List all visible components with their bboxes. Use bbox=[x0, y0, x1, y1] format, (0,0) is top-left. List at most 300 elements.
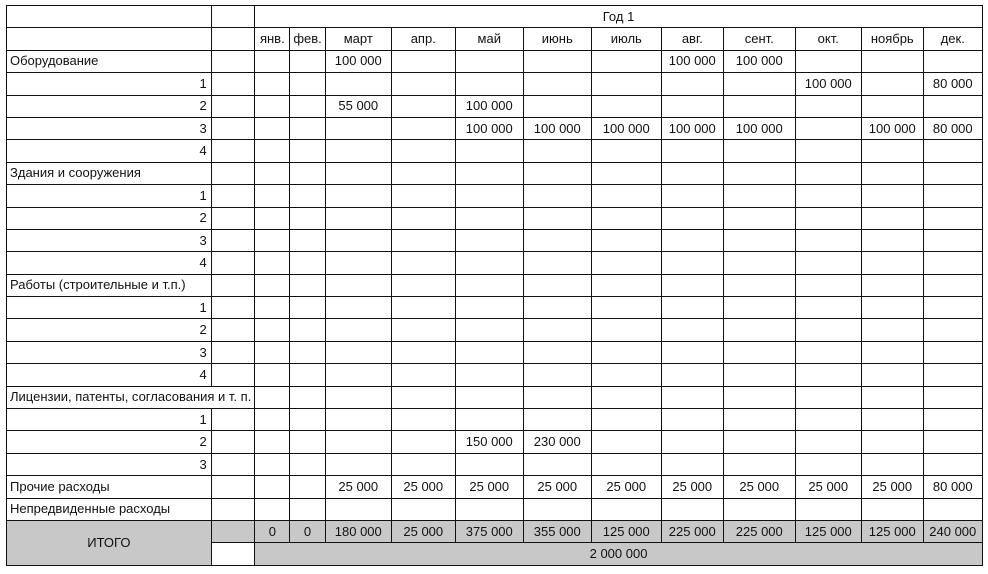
month-value-cell bbox=[523, 297, 591, 319]
month-value-cell bbox=[661, 431, 723, 453]
budget-sheet bbox=[6, 5, 983, 566]
month-value-cell bbox=[861, 341, 923, 363]
month-value-cell bbox=[591, 364, 661, 386]
month-value-cell bbox=[795, 50, 861, 72]
month-value-cell bbox=[723, 252, 795, 274]
month-value-cell: 100 000 bbox=[861, 117, 923, 139]
month-value-cell: 100 000 bbox=[795, 73, 861, 95]
spacer-cell bbox=[211, 476, 255, 498]
spacer-cell bbox=[211, 140, 255, 162]
month-value-cell bbox=[391, 386, 455, 408]
month-value-cell bbox=[523, 341, 591, 363]
month-value-cell bbox=[325, 185, 391, 207]
month-value-cell: 100 000 bbox=[455, 95, 523, 117]
totals-label: ИТОГО bbox=[7, 520, 212, 565]
month-value-cell bbox=[325, 319, 391, 341]
month-value-cell bbox=[591, 140, 661, 162]
month-value-cell bbox=[391, 453, 455, 475]
item-row bbox=[7, 297, 983, 319]
category-label: Здания и сооружения bbox=[7, 162, 212, 184]
item-number: 2 bbox=[7, 319, 212, 341]
total-value-cell: 125 000 bbox=[861, 520, 923, 542]
month-value-cell bbox=[255, 476, 290, 498]
spacer-cell bbox=[211, 162, 255, 184]
month-value-cell bbox=[255, 386, 290, 408]
corner-cell bbox=[7, 28, 212, 50]
spacer-cell bbox=[211, 319, 255, 341]
month-value-cell bbox=[255, 95, 290, 117]
month-value-cell: 100 000 bbox=[455, 117, 523, 139]
totals-row bbox=[7, 520, 983, 542]
month-value-cell bbox=[795, 341, 861, 363]
month-value-cell bbox=[861, 207, 923, 229]
month-value-cell bbox=[861, 319, 923, 341]
month-value-cell bbox=[391, 162, 455, 184]
month-value-cell bbox=[591, 73, 661, 95]
month-value-cell bbox=[795, 319, 861, 341]
month-value-cell: 25 000 bbox=[455, 476, 523, 498]
capex-schedule-table bbox=[6, 5, 983, 566]
month-value-cell bbox=[923, 297, 982, 319]
category-label: Оборудование bbox=[7, 50, 212, 72]
month-value-cell bbox=[523, 140, 591, 162]
month-value-cell bbox=[255, 73, 290, 95]
total-value-cell: 225 000 bbox=[661, 520, 723, 542]
item-row bbox=[7, 73, 983, 95]
month-value-cell bbox=[861, 73, 923, 95]
month-value-cell bbox=[923, 50, 982, 72]
month-value-cell: 25 000 bbox=[325, 476, 391, 498]
month-value-cell bbox=[255, 431, 290, 453]
month-value-cell bbox=[391, 498, 455, 520]
month-value-cell bbox=[923, 140, 982, 162]
item-number: 3 bbox=[7, 229, 212, 251]
month-value-cell bbox=[591, 409, 661, 431]
category-row bbox=[7, 162, 983, 184]
month-header: авг. bbox=[661, 28, 723, 50]
grand-total-spacer bbox=[211, 543, 255, 565]
item-number: 1 bbox=[7, 409, 212, 431]
item-number: 2 bbox=[7, 431, 212, 453]
item-row bbox=[7, 117, 983, 139]
month-value-cell bbox=[523, 274, 591, 296]
month-value-cell bbox=[290, 386, 325, 408]
month-value-cell bbox=[290, 274, 325, 296]
month-value-cell bbox=[723, 185, 795, 207]
month-value-cell bbox=[795, 409, 861, 431]
month-value-cell bbox=[661, 185, 723, 207]
month-value-cell bbox=[861, 364, 923, 386]
month-value-cell bbox=[391, 252, 455, 274]
month-value-cell bbox=[591, 95, 661, 117]
month-value-cell bbox=[661, 453, 723, 475]
month-value-cell bbox=[290, 229, 325, 251]
corner-cell bbox=[7, 6, 212, 28]
month-value-cell: 80 000 bbox=[923, 117, 982, 139]
month-value-cell bbox=[391, 185, 455, 207]
month-value-cell bbox=[290, 117, 325, 139]
category-row bbox=[7, 476, 983, 498]
month-value-cell bbox=[290, 409, 325, 431]
month-value-cell: 100 000 bbox=[661, 117, 723, 139]
month-value-cell bbox=[325, 409, 391, 431]
month-value-cell bbox=[795, 140, 861, 162]
month-value-cell: 100 000 bbox=[325, 50, 391, 72]
totals-spacer bbox=[211, 520, 255, 542]
month-value-cell bbox=[661, 386, 723, 408]
spacer-cell bbox=[211, 409, 255, 431]
month-value-cell bbox=[523, 73, 591, 95]
category-row bbox=[7, 498, 983, 520]
month-value-cell bbox=[591, 207, 661, 229]
month-value-cell bbox=[923, 364, 982, 386]
month-value-cell bbox=[523, 498, 591, 520]
month-value-cell: 25 000 bbox=[861, 476, 923, 498]
total-value-cell: 125 000 bbox=[795, 520, 861, 542]
month-value-cell bbox=[391, 274, 455, 296]
month-value-cell bbox=[523, 95, 591, 117]
month-value-cell bbox=[325, 274, 391, 296]
month-value-cell: 80 000 bbox=[923, 73, 982, 95]
month-value-cell bbox=[923, 431, 982, 453]
month-value-cell bbox=[455, 185, 523, 207]
month-value-cell bbox=[290, 95, 325, 117]
item-number: 2 bbox=[7, 207, 212, 229]
month-value-cell bbox=[661, 364, 723, 386]
total-value-cell: 375 000 bbox=[455, 520, 523, 542]
spacer-cell bbox=[211, 274, 255, 296]
month-value-cell bbox=[723, 162, 795, 184]
month-value-cell bbox=[795, 364, 861, 386]
month-value-cell bbox=[325, 431, 391, 453]
month-value-cell bbox=[661, 252, 723, 274]
month-value-cell bbox=[591, 50, 661, 72]
month-value-cell bbox=[325, 229, 391, 251]
month-value-cell bbox=[391, 117, 455, 139]
month-value-cell bbox=[861, 185, 923, 207]
month-value-cell bbox=[723, 95, 795, 117]
month-value-cell bbox=[923, 274, 982, 296]
month-value-cell bbox=[795, 185, 861, 207]
month-value-cell bbox=[255, 185, 290, 207]
item-number: 3 bbox=[7, 117, 212, 139]
month-value-cell bbox=[255, 229, 290, 251]
month-value-cell bbox=[661, 297, 723, 319]
spacer-cell bbox=[211, 297, 255, 319]
month-value-cell bbox=[325, 73, 391, 95]
month-value-cell bbox=[723, 341, 795, 363]
month-value-cell bbox=[795, 252, 861, 274]
year-label: Год 1 bbox=[255, 6, 982, 28]
item-number: 1 bbox=[7, 185, 212, 207]
month-value-cell bbox=[455, 341, 523, 363]
month-value-cell bbox=[723, 453, 795, 475]
month-value-cell bbox=[255, 252, 290, 274]
month-value-cell bbox=[523, 185, 591, 207]
month-value-cell bbox=[455, 162, 523, 184]
month-value-cell bbox=[861, 50, 923, 72]
month-value-cell bbox=[591, 386, 661, 408]
month-value-cell bbox=[723, 431, 795, 453]
month-header: июнь bbox=[523, 28, 591, 50]
month-value-cell bbox=[861, 409, 923, 431]
item-number: 3 bbox=[7, 341, 212, 363]
month-header: дек. bbox=[923, 28, 982, 50]
month-value-cell bbox=[455, 73, 523, 95]
month-value-cell bbox=[523, 409, 591, 431]
item-row bbox=[7, 364, 983, 386]
month-value-cell bbox=[723, 73, 795, 95]
month-value-cell bbox=[861, 140, 923, 162]
month-value-cell bbox=[455, 252, 523, 274]
month-header: ноябрь bbox=[861, 28, 923, 50]
month-value-cell bbox=[523, 207, 591, 229]
month-value-cell bbox=[795, 95, 861, 117]
month-value-cell bbox=[723, 274, 795, 296]
month-value-cell bbox=[255, 117, 290, 139]
month-value-cell bbox=[661, 409, 723, 431]
month-value-cell: 25 000 bbox=[661, 476, 723, 498]
month-header-row bbox=[7, 28, 983, 50]
month-value-cell bbox=[255, 274, 290, 296]
month-value-cell bbox=[325, 207, 391, 229]
corner-cell-2 bbox=[211, 28, 255, 50]
month-value-cell bbox=[325, 297, 391, 319]
month-value-cell bbox=[591, 297, 661, 319]
month-value-cell bbox=[723, 140, 795, 162]
month-value-cell: 25 000 bbox=[795, 476, 861, 498]
month-value-cell bbox=[523, 364, 591, 386]
month-value-cell bbox=[861, 498, 923, 520]
month-value-cell bbox=[723, 319, 795, 341]
month-value-cell bbox=[455, 453, 523, 475]
month-header: июль bbox=[591, 28, 661, 50]
month-value-cell bbox=[591, 252, 661, 274]
spacer-cell bbox=[211, 431, 255, 453]
month-value-cell bbox=[391, 95, 455, 117]
month-value-cell bbox=[255, 297, 290, 319]
month-value-cell bbox=[255, 453, 290, 475]
month-value-cell bbox=[290, 341, 325, 363]
month-value-cell bbox=[255, 341, 290, 363]
month-value-cell bbox=[290, 207, 325, 229]
month-value-cell bbox=[723, 229, 795, 251]
month-value-cell bbox=[290, 319, 325, 341]
total-value-cell: 180 000 bbox=[325, 520, 391, 542]
month-value-cell bbox=[455, 364, 523, 386]
month-value-cell bbox=[795, 117, 861, 139]
month-value-cell bbox=[325, 162, 391, 184]
item-number: 3 bbox=[7, 453, 212, 475]
month-value-cell bbox=[923, 498, 982, 520]
month-value-cell: 25 000 bbox=[523, 476, 591, 498]
spacer-cell bbox=[211, 117, 255, 139]
spacer-cell bbox=[211, 73, 255, 95]
spacer-cell bbox=[211, 341, 255, 363]
month-value-cell bbox=[290, 50, 325, 72]
spacer-cell bbox=[211, 364, 255, 386]
item-number: 1 bbox=[7, 73, 212, 95]
month-value-cell bbox=[455, 50, 523, 72]
month-value-cell bbox=[391, 140, 455, 162]
month-value-cell bbox=[391, 341, 455, 363]
month-value-cell bbox=[325, 117, 391, 139]
month-value-cell bbox=[923, 319, 982, 341]
item-number: 2 bbox=[7, 95, 212, 117]
month-value-cell bbox=[661, 341, 723, 363]
category-row bbox=[7, 274, 983, 296]
month-value-cell bbox=[391, 431, 455, 453]
month-value-cell bbox=[255, 319, 290, 341]
category-row bbox=[7, 50, 983, 72]
month-value-cell bbox=[591, 453, 661, 475]
total-value-cell: 0 bbox=[290, 520, 325, 542]
month-value-cell bbox=[591, 498, 661, 520]
month-value-cell bbox=[591, 185, 661, 207]
month-value-cell bbox=[391, 297, 455, 319]
spacer-cell bbox=[211, 252, 255, 274]
month-value-cell: 230 000 bbox=[523, 431, 591, 453]
month-value-cell: 150 000 bbox=[455, 431, 523, 453]
month-value-cell bbox=[325, 252, 391, 274]
month-value-cell bbox=[455, 386, 523, 408]
month-value-cell bbox=[255, 409, 290, 431]
item-row bbox=[7, 319, 983, 341]
spacer-cell bbox=[211, 50, 255, 72]
month-value-cell bbox=[523, 50, 591, 72]
month-value-cell bbox=[290, 453, 325, 475]
total-value-cell: 355 000 bbox=[523, 520, 591, 542]
month-value-cell bbox=[661, 229, 723, 251]
month-value-cell bbox=[455, 297, 523, 319]
month-value-cell bbox=[290, 297, 325, 319]
month-value-cell bbox=[391, 229, 455, 251]
month-value-cell bbox=[861, 453, 923, 475]
month-value-cell bbox=[795, 274, 861, 296]
month-value-cell bbox=[255, 50, 290, 72]
month-value-cell bbox=[861, 95, 923, 117]
month-value-cell bbox=[325, 453, 391, 475]
month-value-cell bbox=[290, 476, 325, 498]
month-value-cell bbox=[861, 252, 923, 274]
month-value-cell bbox=[661, 73, 723, 95]
month-value-cell bbox=[290, 185, 325, 207]
item-row bbox=[7, 431, 983, 453]
month-value-cell bbox=[661, 95, 723, 117]
total-value-cell: 0 bbox=[255, 520, 290, 542]
month-value-cell bbox=[523, 229, 591, 251]
year-header-row bbox=[7, 6, 983, 28]
spacer-cell bbox=[211, 207, 255, 229]
month-value-cell bbox=[661, 140, 723, 162]
month-value-cell: 100 000 bbox=[661, 50, 723, 72]
total-value-cell: 240 000 bbox=[923, 520, 982, 542]
item-row bbox=[7, 409, 983, 431]
category-label: Непредвиденные расходы bbox=[7, 498, 212, 520]
item-number: 4 bbox=[7, 364, 212, 386]
month-value-cell bbox=[455, 140, 523, 162]
item-number: 4 bbox=[7, 140, 212, 162]
month-value-cell bbox=[723, 409, 795, 431]
month-value-cell bbox=[591, 341, 661, 363]
month-value-cell bbox=[661, 498, 723, 520]
item-row bbox=[7, 229, 983, 251]
month-value-cell: 25 000 bbox=[591, 476, 661, 498]
month-value-cell bbox=[923, 252, 982, 274]
month-value-cell: 100 000 bbox=[723, 117, 795, 139]
category-label: Прочие расходы bbox=[7, 476, 212, 498]
spacer-cell bbox=[211, 229, 255, 251]
month-value-cell bbox=[391, 319, 455, 341]
month-value-cell bbox=[861, 274, 923, 296]
month-value-cell bbox=[661, 207, 723, 229]
month-value-cell: 80 000 bbox=[923, 476, 982, 498]
month-value-cell bbox=[591, 162, 661, 184]
month-value-cell bbox=[325, 341, 391, 363]
item-row bbox=[7, 341, 983, 363]
total-value-cell: 225 000 bbox=[723, 520, 795, 542]
month-value-cell bbox=[723, 207, 795, 229]
month-value-cell bbox=[455, 409, 523, 431]
month-value-cell bbox=[255, 498, 290, 520]
month-value-cell bbox=[455, 498, 523, 520]
month-value-cell bbox=[723, 297, 795, 319]
item-row bbox=[7, 453, 983, 475]
month-value-cell bbox=[325, 140, 391, 162]
category-label: Работы (строительные и т.п.) bbox=[7, 274, 212, 296]
month-value-cell bbox=[795, 386, 861, 408]
month-value-cell bbox=[861, 431, 923, 453]
month-value-cell bbox=[661, 319, 723, 341]
month-value-cell bbox=[795, 431, 861, 453]
month-value-cell bbox=[290, 73, 325, 95]
month-value-cell bbox=[391, 73, 455, 95]
month-value-cell bbox=[861, 386, 923, 408]
month-value-cell bbox=[923, 95, 982, 117]
month-value-cell bbox=[290, 162, 325, 184]
item-number: 4 bbox=[7, 252, 212, 274]
month-value-cell bbox=[861, 229, 923, 251]
total-value-cell: 25 000 bbox=[391, 520, 455, 542]
month-value-cell bbox=[290, 498, 325, 520]
month-value-cell bbox=[391, 364, 455, 386]
month-value-cell bbox=[455, 207, 523, 229]
month-value-cell bbox=[391, 409, 455, 431]
spacer-cell bbox=[211, 185, 255, 207]
month-value-cell bbox=[290, 431, 325, 453]
month-header: апр. bbox=[391, 28, 455, 50]
month-value-cell bbox=[455, 319, 523, 341]
month-header: март bbox=[325, 28, 391, 50]
month-value-cell bbox=[391, 207, 455, 229]
month-value-cell bbox=[723, 386, 795, 408]
month-value-cell bbox=[523, 252, 591, 274]
category-row bbox=[7, 386, 983, 408]
month-value-cell: 25 000 bbox=[723, 476, 795, 498]
month-value-cell bbox=[795, 498, 861, 520]
grand-total-value: 2 000 000 bbox=[255, 543, 982, 565]
month-value-cell bbox=[290, 252, 325, 274]
month-value-cell bbox=[523, 453, 591, 475]
month-value-cell: 25 000 bbox=[391, 476, 455, 498]
month-value-cell bbox=[325, 498, 391, 520]
month-value-cell bbox=[661, 274, 723, 296]
month-value-cell bbox=[255, 364, 290, 386]
month-value-cell bbox=[923, 341, 982, 363]
total-value-cell: 125 000 bbox=[591, 520, 661, 542]
month-value-cell bbox=[723, 498, 795, 520]
month-value-cell bbox=[255, 162, 290, 184]
